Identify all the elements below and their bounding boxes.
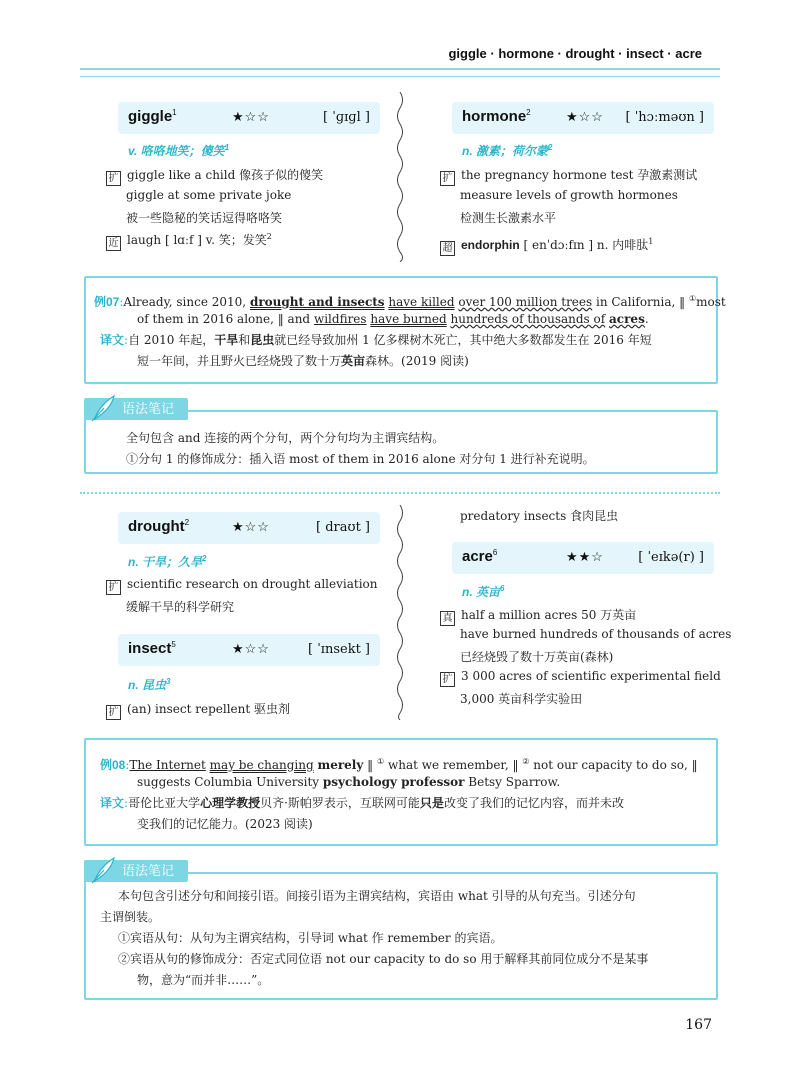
word-card-insect — [118, 634, 380, 666]
part-of-speech: n. 激素；荷尔蒙$^2$ — [462, 143, 553, 158]
quill-icon — [90, 856, 116, 884]
quill-icon — [90, 394, 116, 422]
phonetic: [ ˈhɔːməʊn ] — [625, 110, 704, 125]
translation-label: 译文 — [100, 796, 125, 810]
grammar-note-line: 本句包含引述分句和间接引语。间接引语为主谓宾结构，宾语由 what 引导的从句充当。引述分句 — [118, 889, 636, 903]
super-tag-icon: 超 — [440, 241, 455, 256]
part-of-speech: n. 昆虫$^3$ — [128, 677, 171, 692]
part-of-speech: n. 英亩$^6$ — [462, 584, 505, 599]
real-line: 真 half a million acres 50 万英亩 — [440, 606, 636, 626]
ext-line: 扩 giggle like a child 像孩子似的傻笑 — [106, 166, 323, 186]
ext-line: 扩 scientific research on drought alleviation — [106, 577, 378, 595]
grammar-note-tag: 语法笔记 — [84, 860, 188, 882]
column-divider-bottom — [393, 505, 407, 720]
ext-line: measure levels of growth hormones — [460, 188, 678, 202]
section-divider — [80, 492, 720, 494]
word-card-giggle — [118, 102, 380, 134]
headword: insect$^5$ — [128, 640, 176, 657]
difficulty-stars: ★☆☆ — [566, 110, 604, 125]
headword: acre$^6$ — [462, 548, 498, 565]
word-card-hormone — [452, 102, 714, 134]
example-label: 例08 — [100, 758, 126, 772]
translation-label: 译文 — [100, 333, 125, 347]
word-card-drought — [118, 512, 380, 544]
phonetic: [ ˈɪnsekt ] — [308, 642, 370, 657]
ext-line: 扩 3 000 acres of scientific experimental field — [440, 669, 721, 687]
header-rule — [80, 68, 720, 77]
ext-line: 被一些隐秘的笑话逗得咯咯笑 — [126, 211, 283, 225]
difficulty-stars: ★★☆ — [566, 550, 604, 565]
difficulty-stars: ★☆☆ — [232, 520, 270, 535]
phonetic: [ ˈeɪkə(r) ] — [638, 550, 704, 565]
example-08-en-line2: suggests Columbia University psychology professor Betsy Sparrow. — [137, 775, 561, 789]
real-line: 已经烧毁了数十万英亩(森林) — [460, 650, 614, 664]
example-08-translation-line1: 译文:哥伦比亚大学心理学教授贝齐·斯帕罗表示，互联网可能只是改变了我们的记忆内容，而并未改 — [100, 796, 624, 810]
near-line: 近 laugh [ lɑːf ] v. 笑；发笑$^2$ — [106, 231, 272, 251]
part-of-speech: n. 干旱；久旱$^2$ — [128, 554, 207, 569]
example-07-translation-line1: 译文:自 2010 年起，干旱和昆虫就已经导致加州 1 亿多棵树木死亡，其中绝大多数都发生在 2016 年短 — [100, 333, 652, 347]
headword: hormone$^2$ — [462, 108, 531, 125]
grammar-note-line: ②宾语从句的修饰成分：否定式同位语 not our capacity to do so 用于解释其前同位成分不是某事 — [118, 952, 649, 966]
grammar-note-line: 全句包含 and 连接的两个分句，两个分句均为主谓宾结构。 — [126, 431, 445, 445]
running-header: giggle · hormone · drought · insect · acre — [448, 46, 702, 61]
word-card-acre — [452, 542, 714, 574]
example-07-en-line2: of them in 2016 alone, ‖ and wildfires have burned hundreds of thousands of acres. — [137, 312, 649, 326]
grammar-note-line: 主谓倒装。 — [100, 910, 161, 924]
difficulty-stars: ★☆☆ — [232, 110, 270, 125]
grammar-note-line: ①分句 1 的修饰成分：插入语 most of them in 2016 alone 对分句 1 进行补充说明。 — [126, 452, 595, 466]
example-08-translation-line2: 变我们的记忆能力。(2023 阅读) — [137, 817, 313, 831]
near-tag-icon: 近 — [106, 236, 121, 251]
part-of-speech: v. 咯咯地笑；傻笑$^1$ — [128, 143, 230, 158]
ext-line: predatory insects 食肉昆虫 — [460, 509, 619, 523]
example-07-en-line1: 例07:Already, since 2010, drought and insects have killed over 100 million trees in California, ‖ ①most — [94, 294, 726, 309]
phonetic: [ ˈɡɪɡl ] — [323, 110, 370, 125]
real-line: have burned hundreds of thousands of acres — [460, 627, 732, 641]
example-08-en-line1: 例08:The Internet may be changing merely ‖ ① what we remember, ‖ ② not our capacity to do so, ‖ — [100, 757, 698, 772]
column-divider-top — [393, 92, 407, 262]
ext-line: 扩 (an) insect repellent 驱虫剂 — [106, 700, 290, 720]
example-07-translation-line2: 短一年间，并且野火已经烧毁了数十万英亩森林。(2019 阅读) — [137, 354, 469, 368]
difficulty-stars: ★☆☆ — [232, 642, 270, 657]
headword: giggle$^1$ — [128, 108, 177, 125]
grammar-note-tag: 语法笔记 — [84, 398, 188, 420]
real-tag-icon: 真 — [440, 611, 455, 626]
page-number: 167 — [685, 1017, 712, 1033]
ext-tag-icon: 扩 — [106, 580, 121, 595]
ext-tag-icon: 扩 — [106, 171, 121, 186]
ext-tag-icon: 扩 — [440, 672, 455, 687]
ext-line: 扩 the pregnancy hormone test 孕激素测试 — [440, 166, 697, 186]
ext-tag-icon: 扩 — [106, 705, 121, 720]
ext-line: giggle at some private joke — [126, 188, 292, 202]
ext-tag-icon: 扩 — [440, 171, 455, 186]
ext-line: 3,000 英亩科学实验田 — [460, 692, 583, 706]
super-line: 超 endorphin [ enˈdɔːfɪn ] n. 内啡肽$^1$ — [440, 236, 653, 256]
headword: drought$^2$ — [128, 518, 190, 535]
grammar-note-line: ①宾语从句：从句为主谓宾结构，引导词 what 作 remember 的宾语。 — [118, 931, 503, 945]
phonetic: [ draʊt ] — [316, 520, 370, 535]
grammar-note-line: 物，意为“而并非……”。 — [137, 973, 270, 987]
example-label: 例07 — [94, 295, 120, 309]
ext-line: 检测生长激素水平 — [460, 211, 557, 225]
ext-line: 缓解干旱的科学研究 — [126, 600, 235, 614]
